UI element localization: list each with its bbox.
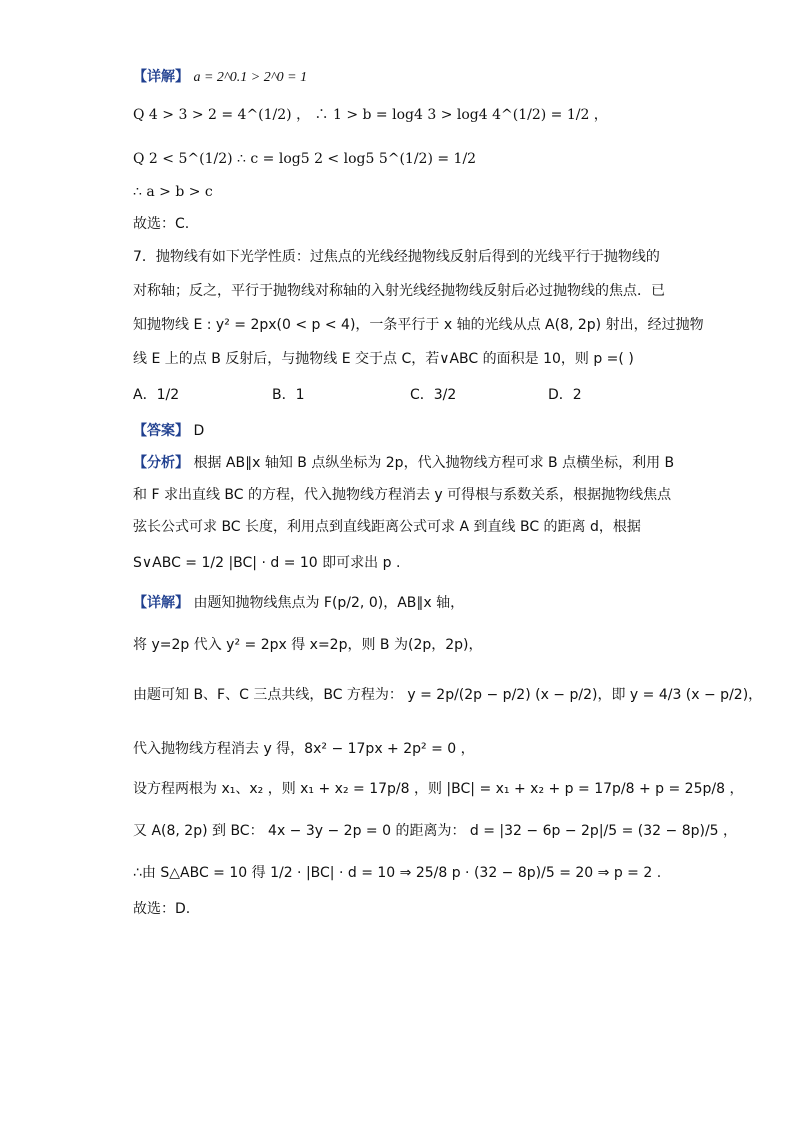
detail2-line-3: 由题可知 B、F、C 三点共线，BC 方程为： y = 2p/(2p − p/2) (x − p/2)，即 y = 4/3 (x − p/2)， bbox=[133, 687, 763, 703]
analysis-line-4: S∨ABC = 1/2 |BC| · d = 10 即可求出 p . bbox=[133, 555, 401, 571]
order-conclusion-line: ∴ a > b > c bbox=[133, 184, 213, 200]
choice-line-d: 故选：D. bbox=[133, 901, 191, 917]
answer-tag: 【答案】 bbox=[133, 423, 189, 439]
analysis-tag: 【分析】 bbox=[133, 455, 189, 471]
analysis-line-3: 弦长公式可求 BC 长度，利用点到直线距离公式可求 A 到直线 BC 的距离 d，根据 bbox=[133, 519, 641, 535]
detail-line-1 bbox=[133, 70, 307, 85]
analysis-line-2: 和 F 求出直线 BC 的方程，代入抛物线方程消去 y 可得根与系数关系，根据抛物线焦点 bbox=[133, 487, 672, 503]
answer-line bbox=[133, 424, 204, 438]
detail-tag-2: 【详解】 bbox=[133, 595, 189, 611]
question7-line4: 线 E 上的点 B 反射后，与抛物线 E 交于点 C，若∨ABC 的面积是 10，则 p =( ) bbox=[133, 351, 634, 367]
option-d: D．2 bbox=[548, 387, 582, 403]
math-a-compare: a = 2^0.1 > 2^0 = 1 bbox=[193, 70, 308, 85]
option-a: A．1/2 bbox=[133, 387, 180, 403]
detail-tag: 【详解】 bbox=[133, 69, 189, 85]
detail2-line-7: ∴由 S△ABC = 10 得 1/2 · |BC| · d = 10 ⇒ 25/8 p · (32 − 8p)/5 = 20 ⇒ p = 2 . bbox=[133, 865, 662, 881]
analysis-line-1 bbox=[133, 456, 674, 470]
question7-line1: 7．抛物线有如下光学性质：过焦点的光线经抛物线反射后得到的光线平行于抛物线的 bbox=[133, 249, 660, 265]
choice-line-c: 故选：C. bbox=[133, 216, 190, 232]
question7-line3: 知抛物线 E : y² = 2px(0 < p < 4)，一条平行于 x 轴的光线从点 A(8, 2p) 射出，经过抛物 bbox=[133, 317, 704, 333]
detail2-line-6: 又 A(8, 2p) 到 BC： 4x − 3y − 2p = 0 的距离为： d = |32 − 6p − 2p|/5 = (32 − 8p)/5 ， bbox=[133, 823, 738, 839]
detail2-line-5: 设方程两根为 x₁、x₂ ，则 x₁ + x₂ = 17p/8 ，则 |BC| = x₁ + x₂ + p = 17p/8 + p = 25p/8 ， bbox=[133, 781, 744, 797]
question7-line2: 对称轴；反之，平行于抛物线对称轴的入射光线经抛物线反射后必过抛物线的焦点．已 bbox=[133, 283, 665, 299]
answer-value: D bbox=[193, 423, 205, 439]
b-compare-line: Q 4 > 3 > 2 = 4^(1/2) ， ∴ 1 > b = log4 3 > log4 4^(1/2) = 1/2 ， bbox=[133, 107, 608, 123]
detail2-line-2: 将 y=2p 代入 y² = 2px 得 x=2p，则 B 为(2p，2p)， bbox=[133, 637, 483, 653]
detail2-line-4: 代入抛物线方程消去 y 得，8x² − 17px + 2p² = 0 ， bbox=[133, 741, 475, 757]
analysis-text-1: 根据 AB∥x 轴知 B 点纵坐标为 2p，代入抛物线方程可求 B 点横坐标，利用 B bbox=[193, 455, 675, 471]
c-compare-line: Q 2 < 5^(1/2) ∴ c = log5 2 < log5 5^(1/2) = 1/2 bbox=[133, 151, 477, 167]
option-b: B．1 bbox=[272, 387, 305, 403]
option-c: C．3/2 bbox=[410, 387, 457, 403]
detail2-text-1: 由题知抛物线焦点为 F(p/2, 0)，AB∥x 轴， bbox=[193, 595, 465, 611]
detail2-line-1 bbox=[133, 596, 464, 610]
